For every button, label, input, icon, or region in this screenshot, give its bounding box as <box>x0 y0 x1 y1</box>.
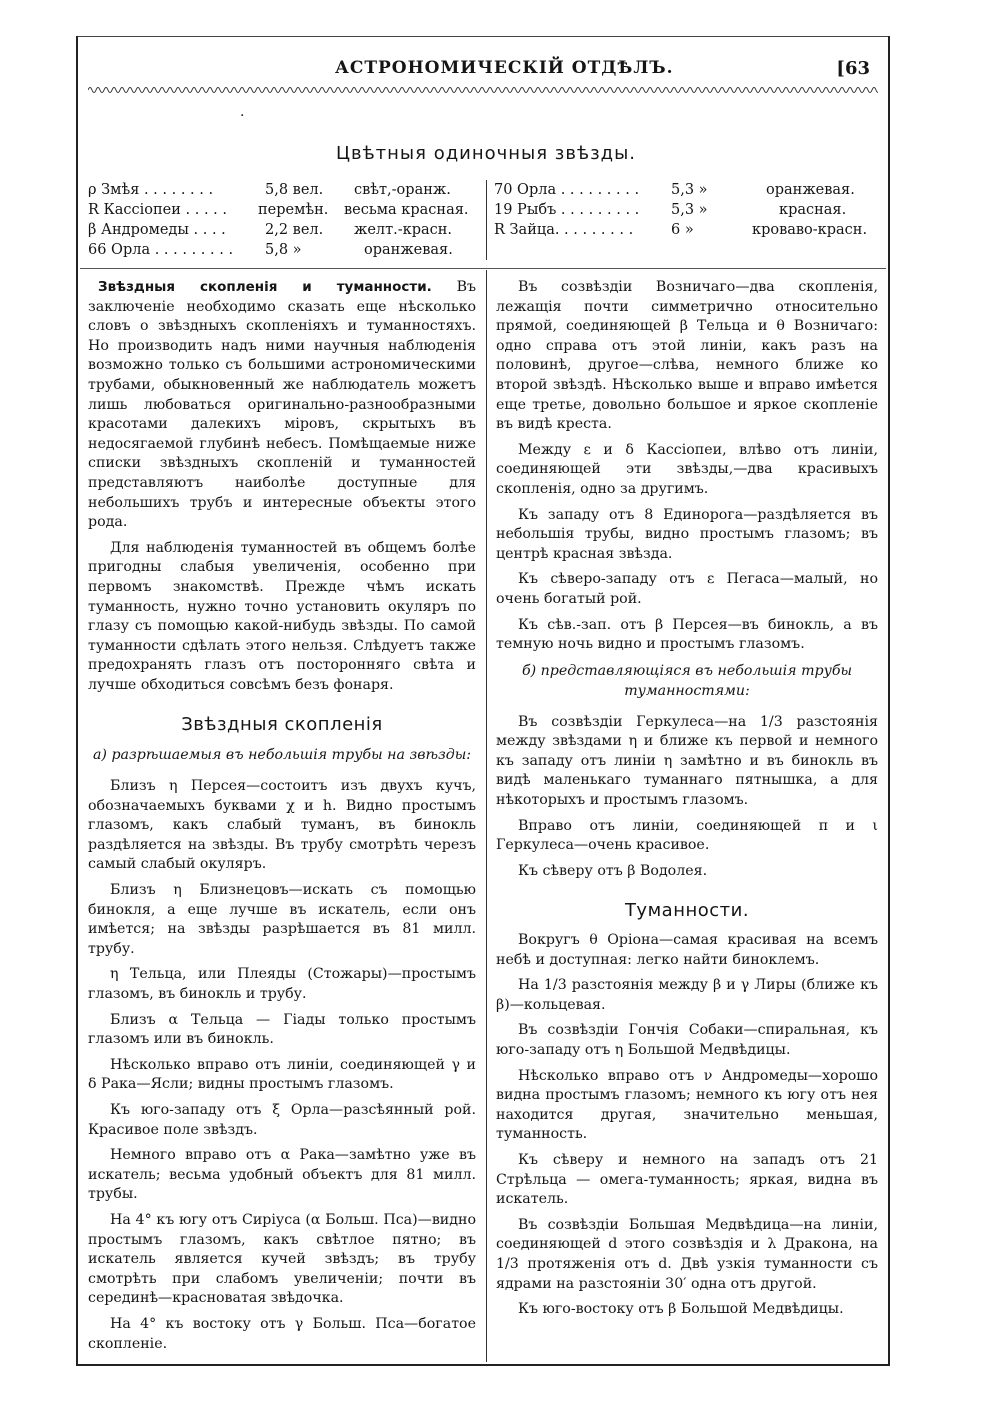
decorative-wave-rule <box>88 84 878 96</box>
paragraph: Къ сѣв.-зап. отъ β Персея—въ бинокль, а въ темную ночь видно и простымъ глазомъ. <box>496 616 878 653</box>
star-color: свѣт,-оранж. <box>354 182 451 198</box>
star-name: 70 Орла . . . . . . . . . <box>494 182 640 198</box>
star-magnitude: 5,8 вел. <box>265 182 324 198</box>
star-name: 66 Орла . . . . . . . . . <box>88 242 234 258</box>
paragraph: Къ юго-западу отъ ξ Орла—разсѣянный рой. Красивое поле звѣздъ. <box>88 1101 476 1138</box>
column-divider <box>486 270 487 1362</box>
section-heading-nebulae: Туманности. <box>624 900 750 922</box>
star-name: 19 Рыбъ . . . . . . . . . <box>494 202 640 218</box>
paragraph: Немного вправо отъ α Рака—замѣтно уже въ искатель; весьма удобный объектъ для 81 милл. трубы. <box>88 1147 476 1203</box>
table-row <box>494 180 879 200</box>
star-magnitude: 2,2 вел. <box>265 222 324 238</box>
paragraph: Близъ η Близнецовъ—искать съ помощью бинокля, а еще лучше въ искатель, если онъ имѣется; на звѣзды разрѣшается въ 81 милл. трубу. <box>88 882 476 957</box>
paragraph: Къ сѣверо-западу отъ ε Пегаса—малый, но очень богатый рой. <box>496 571 878 607</box>
table-row <box>88 180 478 200</box>
star-name: R Кассіопеи . . . . . <box>88 202 228 218</box>
section-heading-clusters: Звѣздныя скопленія <box>181 714 383 736</box>
paragraph: Нѣсколько вправо отъ линіи, соединяющей γ и δ Рака—Ясли; видны простымъ глазомъ. <box>88 1056 476 1093</box>
paragraph: На 4° къ востоку отъ γ Больш. Пса—богатое скопленіе. <box>88 1315 476 1352</box>
star-color: кроваво-красн. <box>752 222 868 238</box>
paragraph: Вокругъ θ Оріона—самая красивая на всемъ небѣ и доступная: легко найти биноклемъ. <box>496 932 878 968</box>
table-column-divider <box>486 180 487 260</box>
left-column <box>88 278 476 1360</box>
star-name: R Зайца. . . . . . . . . <box>494 222 634 238</box>
paragraph: Между ε и δ Кассіопеи, влѣво отъ линіи, соединяющей эти звѣзды,—два красивыхъ скопленія, одно за другимъ. <box>496 441 878 497</box>
paragraph: Къ сѣверу и немного на западъ отъ 21 Стрѣльца — омега-туманность; яркая, видна въ искатель. <box>496 1151 878 1208</box>
table-bottom-rule <box>80 268 886 269</box>
star-color: красная. <box>779 202 847 218</box>
table-row <box>88 200 478 220</box>
star-color: весьма красная. <box>344 202 469 218</box>
table-row <box>494 200 879 220</box>
paragraph: Для наблюденія туманностей въ общемъ болѣе пригодны слабыя увеличенія, особенно при первомъ знакомствѣ. Прежде чѣмъ искать туманность, нужно точно установить окуляръ по глазу съ помощью какой-нибудь звѣзды. По самой туманности сдѣлать этого нельзя. Слѣдуетъ также предохранять глазъ отъ посторонняго свѣта и лучше обходиться совсѣмъ безъ фонаря. <box>88 539 476 693</box>
paragraph: Къ сѣверу отъ β Водолея. <box>518 862 708 879</box>
paragraph: Въ созвѣздіи Большая Медвѣдица—на линіи, соединяющей d этого созвѣздія и λ Дракона, на 1/3 протяженія отъ d. Двѣ узкія туманности съ ядрами на разстояніи 30′ одна отъ другой. <box>496 1216 878 1292</box>
paragraph: Въ созвѣздіи Геркулеса—на 1/3 разстоянія между звѣздами η и ближе къ первой и немного къ западу отъ линіи η замѣтно и въ бинокль въ видѣ маленькаго туманнаго пятнышка, а для нѣкоторыхъ и простымъ глазомъ. <box>496 713 878 809</box>
subsection-heading-a: а) разрѣшаемыя въ небольшія трубы на звѣзды: <box>92 747 472 764</box>
page-number: [63 <box>836 58 870 79</box>
star-color: оранжевая. <box>766 182 855 198</box>
paragraph: Нѣсколько вправо отъ ν Андромеды—хорошо видна простымъ глазомъ; немного къ югу отъ нея находится другая, значительно меньшая, туманность. <box>496 1067 878 1143</box>
paragraph-lead: Звѣздныя скопленія и туманности. <box>98 279 432 295</box>
paragraph: Въ созвѣздіи Гончія Собаки—спиральная, къ юго-западу отъ η Большой Медвѣдицы. <box>496 1022 878 1058</box>
star-magnitude: 5,3 » <box>671 182 708 198</box>
star-magnitude: 6 » <box>671 222 694 238</box>
paragraph: Въ созвѣздіи Возничаго—два скопленія, лежащія почти симметрично относительно прямой, соединяющей β Тельца и θ Возничаго: одно справа отъ этой линіи, какъ разъ на половинѣ, другое—слѣва, немного ближе ко второй звѣздѣ. Нѣсколько выше и вправо имѣется еще третье, довольно большое и яркое скопленіе въ видѣ креста. <box>496 279 878 433</box>
star-name: β Андромеды . . . . <box>88 222 226 238</box>
star-magnitude: 5,3 » <box>671 202 708 218</box>
paragraph: Къ западу отъ 8 Единорога—раздѣляется въ небольшія трубы, видно простымъ глазомъ; въ центрѣ красная звѣзда. <box>496 506 878 562</box>
subsection-heading-b: б) представляющіяся въ небольшія трубы туманностями: <box>521 662 853 699</box>
colored-stars-title: Цвѣтныя одиночныя звѣзды. <box>336 143 637 164</box>
star-name: ρ Змѣя . . . . . . . . <box>88 182 214 198</box>
table-row <box>494 220 879 240</box>
paragraph: На 1/3 разстоянія между β и γ Лиры (ближе къ β)—кольцевая. <box>496 977 878 1013</box>
paragraph-text: Въ заключеніе необходимо сказать еще нѣсколько словъ о звѣздныхъ скопленіяхъ и туманностяхъ. Но производить надъ ними научныя наблюденія возможно только съ большими астрономическими трубами, обыкновенный же наблюдатель можетъ лишь любоваться оригинально-разнообразными красотами далекихъ міровъ, скрытыхъ въ недосягаемой глубинѣ небесъ. Помѣщаемые ниже списки звѣздныхъ скопленій и туманностей представляютъ наиболѣе доступные для небольшихъ трубъ и интересные объекты этого рода. <box>88 279 477 531</box>
star-color: оранжевая. <box>364 242 453 258</box>
right-column <box>496 278 878 1326</box>
paragraph: Близъ α Тельца — Гіады только простымъ глазомъ или въ бинокль. <box>88 1011 476 1048</box>
paragraph <box>88 278 476 533</box>
paragraph: η Тельца, или Плеяды (Стожары)—простымъ глазомъ, въ бинокль и трубу. <box>88 966 476 1002</box>
paragraph: Вправо отъ линіи, соединяющей π и ι Геркулеса—очень красивое. <box>496 817 878 854</box>
table-row <box>88 220 478 240</box>
star-magnitude: перемѣн. <box>258 202 329 218</box>
paragraph: На 4° къ югу отъ Сиріуса (α Больш. Пса)—видно простымъ глазомъ, какъ свѣтлое пятно; въ искатель является кучей звѣздъ; въ трубу смотрѣть при слабомъ увеличеніи; почти въ серединѣ—красноватая звѣдочка. <box>88 1211 476 1307</box>
star-color: желт.-красн. <box>354 222 453 238</box>
colored-stars-left-table <box>88 180 478 260</box>
colored-stars-right-table <box>494 180 879 240</box>
table-row <box>88 240 478 260</box>
paragraph: Къ юго-востоку отъ β Большой Медвѣдицы. <box>518 1301 844 1318</box>
running-title: АСТРОНОМИЧЕСКІЙ ОТДѢЛЪ. <box>335 58 674 78</box>
stray-dot: · <box>240 108 245 124</box>
paragraph: Близъ η Персея—состоитъ изъ двухъ кучъ, обозначаемыхъ буквами χ и h. Видно простымъ глазомъ, какъ слабый туманъ, въ бинокль раздѣляется на звѣзды. Въ трубу смотрѣть черезъ самый слабый окуляръ. <box>88 778 476 873</box>
star-magnitude: 5,8 » <box>265 242 302 258</box>
